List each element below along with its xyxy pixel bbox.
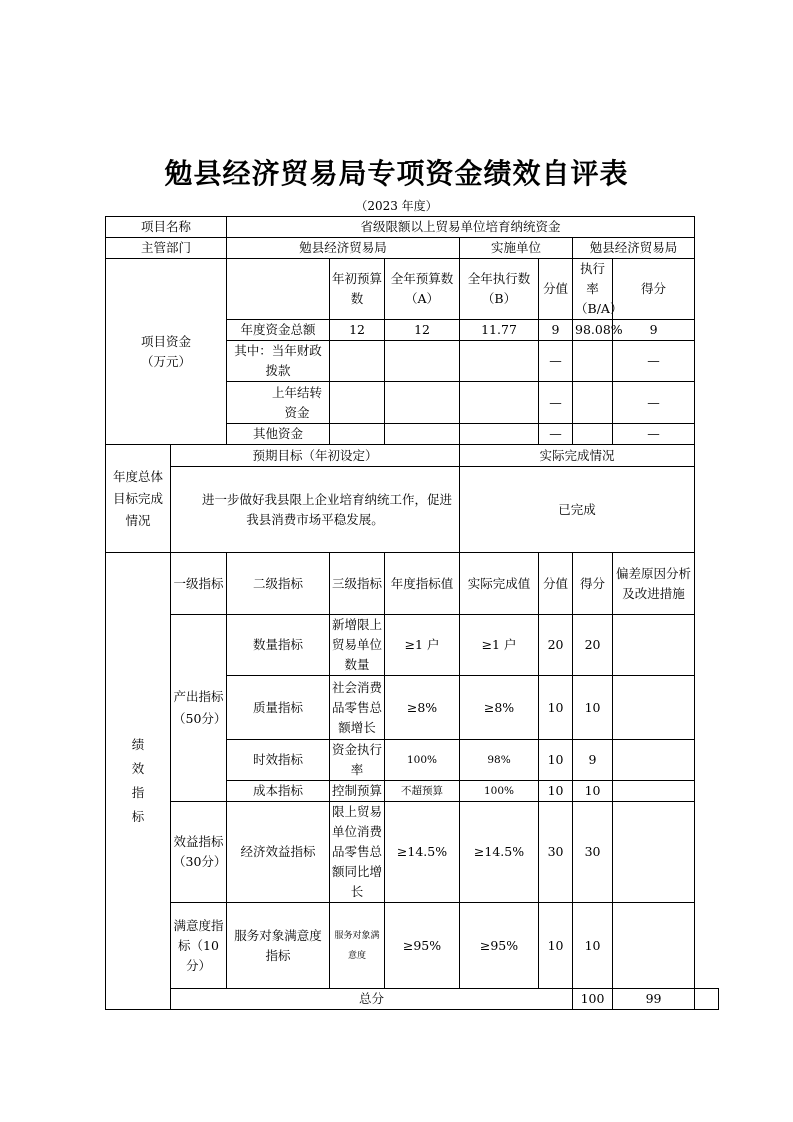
funds-header-annual: 全年预算数（A） (385, 259, 460, 320)
goals-expected-header: 预期目标（年初设定） (171, 445, 460, 467)
ind-level2: 成本指标 (227, 781, 330, 802)
ind-level2: 服务对象满意度指标 (227, 903, 330, 989)
ind-score: 10 (539, 676, 573, 740)
ind-score: 10 (539, 740, 573, 781)
ind-got: 30 (573, 802, 613, 903)
funds-cell: 9 (613, 320, 695, 341)
funds-cell (385, 382, 460, 424)
ind-score: 20 (539, 615, 573, 676)
ind-level3: 社会消费品零售总额增长 (330, 676, 385, 740)
impl-label: 实施单位 (460, 238, 573, 259)
total-note (695, 989, 719, 1010)
ind-target: 100% (385, 740, 460, 781)
funds-cell (460, 341, 539, 382)
funds-cell: 12 (330, 320, 385, 341)
ind-level1: 产出指标（50分） (171, 615, 227, 802)
ind-score: 30 (539, 802, 573, 903)
funds-cell: — (613, 382, 695, 424)
dept-label: 主管部门 (106, 238, 227, 259)
ind-got: 10 (573, 903, 613, 989)
funds-row-label: 上年结转资金 (227, 382, 330, 424)
ind-target: ≥14.5% (385, 802, 460, 903)
ind-note (613, 615, 695, 676)
dept-value: 勉县经济贸易局 (227, 238, 460, 259)
ind-level2: 质量指标 (227, 676, 330, 740)
goals-section-label: 年度总体目标完成情况 (106, 445, 171, 553)
goals-expected-text: 进一步做好我县限上企业培育纳统工作，促进我县消费市场平稳发展。 (171, 467, 460, 553)
funds-cell (385, 341, 460, 382)
ind-target: 不超预算 (385, 781, 460, 802)
ind-header-level3: 三级指标 (330, 553, 385, 615)
ind-level3: 新增限上贸易单位数量 (330, 615, 385, 676)
ind-target: ≥8% (385, 676, 460, 740)
funds-header-executed: 全年执行数（B） (460, 259, 539, 320)
funds-cell: 12 (385, 320, 460, 341)
ind-header-target: 年度指标值 (385, 553, 460, 615)
ind-header-note: 偏差原因分析及改进措施 (613, 553, 695, 615)
funds-cell: 98.08% (573, 320, 613, 341)
funds-cell (460, 382, 539, 424)
funds-row-label: 年度资金总额 (227, 320, 330, 341)
ind-level2: 数量指标 (227, 615, 330, 676)
funds-cell: — (539, 382, 573, 424)
ind-score: 10 (539, 903, 573, 989)
funds-cell (330, 424, 385, 445)
ind-level3: 资金执行率 (330, 740, 385, 781)
funds-header-initial: 年初预算数 (330, 259, 385, 320)
ind-got: 10 (573, 676, 613, 740)
funds-cell (330, 382, 385, 424)
funds-cell: — (613, 341, 695, 382)
ind-level3: 服务对象满意度 (330, 903, 385, 989)
ind-level2: 时效指标 (227, 740, 330, 781)
funds-cell (573, 341, 613, 382)
ind-actual: ≥1 户 (460, 615, 539, 676)
funds-cell: 11.77 (460, 320, 539, 341)
ind-header-actual: 实际完成值 (460, 553, 539, 615)
ind-header-level2: 二级指标 (227, 553, 330, 615)
ind-level2: 经济效益指标 (227, 802, 330, 903)
indicators-section-label: 绩效指标 (106, 553, 171, 1010)
ind-level3: 限上贸易单位消费品零售总额同比增长 (330, 802, 385, 903)
ind-got: 10 (573, 781, 613, 802)
funds-header-got: 得分 (613, 259, 695, 320)
ind-note (613, 676, 695, 740)
page-title: 勉县经济贸易局专项资金绩效自评表 (164, 157, 629, 190)
total-got: 99 (613, 989, 695, 1010)
funds-header-blank (227, 259, 330, 320)
funds-cell (330, 341, 385, 382)
impl-value: 勉县经济贸易局 (573, 238, 695, 259)
goals-actual-header: 实际完成情况 (460, 445, 695, 467)
project-name-label: 项目名称 (106, 217, 227, 238)
funds-cell: 9 (539, 320, 573, 341)
funds-row-label: 其中：当年财政拨款 (227, 341, 330, 382)
ind-level1: 满意度指标（10分） (171, 903, 227, 989)
funds-header-score: 分值 (539, 259, 573, 320)
ind-note (613, 903, 695, 989)
ind-target: ≥95% (385, 903, 460, 989)
ind-score: 10 (539, 781, 573, 802)
ind-note (613, 740, 695, 781)
goals-actual-text: 已完成 (460, 467, 695, 553)
funds-row-label: 其他资金 (227, 424, 330, 445)
funds-cell: — (539, 424, 573, 445)
ind-note (613, 781, 695, 802)
ind-level1: 效益指标（30分） (171, 802, 227, 903)
funds-cell: — (613, 424, 695, 445)
ind-header-score: 分值 (539, 553, 573, 615)
total-score: 100 (573, 989, 613, 1010)
ind-actual: 100% (460, 781, 539, 802)
ind-actual: ≥14.5% (460, 802, 539, 903)
ind-level3: 控制预算 (330, 781, 385, 802)
ind-got: 9 (573, 740, 613, 781)
funds-label: 项目资金 （万元） (106, 259, 227, 445)
ind-note (613, 802, 695, 903)
funds-cell (573, 382, 613, 424)
ind-target: ≥1 户 (385, 615, 460, 676)
ind-actual: ≥95% (460, 903, 539, 989)
project-name-value: 省级限额以上贸易单位培育纳统资金 (227, 217, 695, 238)
year-note: （2023 年度） (355, 199, 438, 213)
funds-header-rate: 执行率（B/A） (573, 259, 613, 320)
ind-actual: ≥8% (460, 676, 539, 740)
evaluation-table (105, 216, 719, 1010)
funds-cell (385, 424, 460, 445)
funds-cell (573, 424, 613, 445)
ind-header-level1: 一级指标 (171, 553, 227, 615)
ind-actual: 98% (460, 740, 539, 781)
ind-header-got: 得分 (573, 553, 613, 615)
funds-cell (460, 424, 539, 445)
funds-cell: — (539, 341, 573, 382)
total-label: 总分 (171, 989, 573, 1010)
ind-got: 20 (573, 615, 613, 676)
